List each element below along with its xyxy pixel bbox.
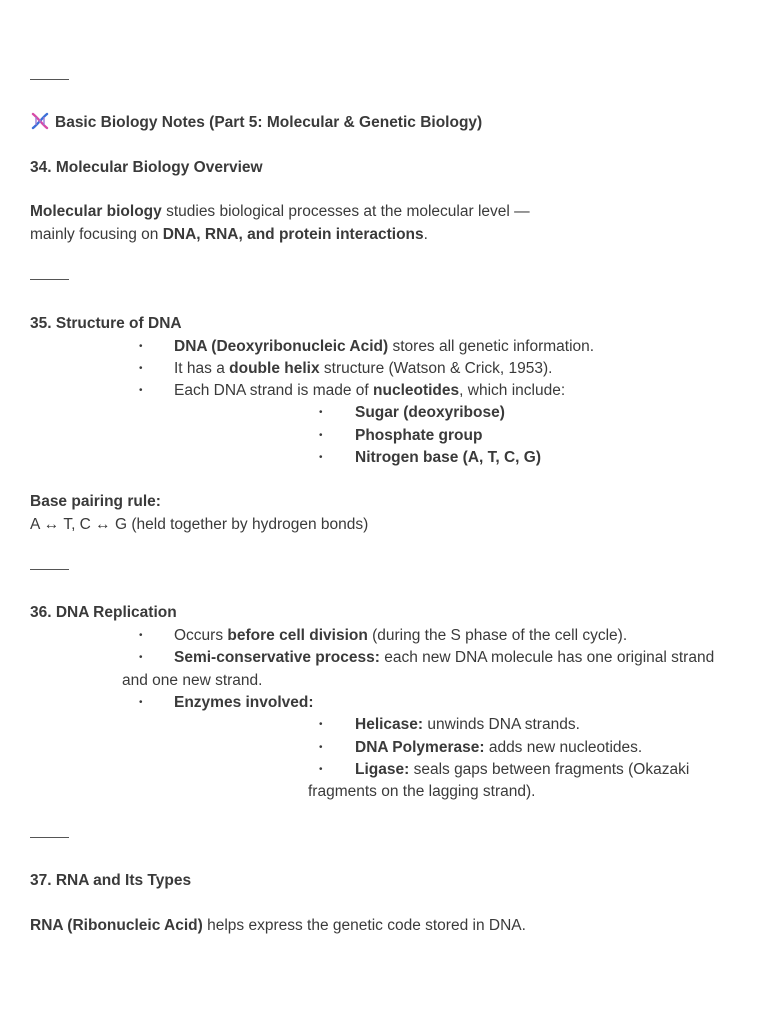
text: each new DNA molecule has one original strand — [379, 649, 715, 666]
text: mainly focusing on — [30, 226, 163, 243]
sub-list-item — [355, 737, 642, 759]
section-37-title: 37. RNA and Its Types — [30, 872, 192, 889]
sub-list-item: Phosphate group — [355, 427, 483, 444]
section-34-paragraph-line-2 — [30, 224, 428, 246]
text: seals gaps between fragments (Okazaki — [409, 761, 690, 778]
bullet-icon: • — [139, 363, 143, 374]
bullet-icon: • — [319, 764, 323, 775]
text: (during the S phase of the cell cycle). — [367, 627, 628, 644]
text: adds new nucleotides. — [484, 739, 643, 756]
bullet-icon: • — [139, 652, 143, 663]
term-rna: RNA (Ribonucleic Acid) — [30, 917, 203, 934]
term-semi-conservative: Semi-conservative process: — [174, 649, 380, 666]
section-34-paragraph-line-1 — [30, 201, 530, 223]
term-nucleotides: nucleotides — [373, 382, 460, 399]
section-35-title: 35. Structure of DNA — [30, 315, 182, 332]
text: studies biological processes at the molecular level — — [161, 203, 530, 220]
list-item — [174, 358, 552, 380]
divider — [30, 837, 69, 838]
section-34-title: 34. Molecular Biology Overview — [30, 159, 263, 176]
list-item-continuation: and one new strand. — [122, 672, 263, 689]
term-double-helix: double helix — [229, 360, 320, 377]
sub-list-item — [355, 759, 689, 781]
list-item — [174, 647, 714, 669]
bullet-icon: • — [319, 430, 323, 441]
divider — [30, 279, 69, 280]
section-37-paragraph — [30, 915, 526, 937]
term-before-cell-division: before cell division — [227, 627, 368, 644]
document-title — [30, 112, 482, 134]
list-item — [174, 625, 627, 647]
text: Each DNA strand is made of — [174, 382, 374, 399]
sub-list-item — [355, 714, 580, 736]
text: helps express the genetic code stored in DNA. — [202, 917, 526, 934]
divider — [30, 569, 69, 570]
divider — [30, 79, 69, 80]
bullet-icon: • — [319, 719, 323, 730]
bullet-icon: • — [319, 407, 323, 418]
term-molecular-biology: Molecular biology — [30, 203, 162, 220]
list-item — [174, 380, 565, 402]
bullet-icon: • — [139, 385, 143, 396]
term-dna-rna-protein: DNA, RNA, and protein interactions — [162, 226, 424, 243]
section-36-title: 36. DNA Replication — [30, 604, 177, 621]
document-title-text: Basic Biology Notes (Part 5: Molecular & Genetic Biology) — [55, 114, 483, 131]
term-dna-polymerase: DNA Polymerase: — [355, 739, 485, 756]
text: , which include: — [459, 382, 566, 399]
bullet-icon: • — [139, 341, 143, 352]
text: . — [423, 226, 428, 243]
dna-icon — [30, 112, 50, 130]
term-helicase: Helicase: — [355, 716, 424, 733]
text: unwinds DNA strands. — [423, 716, 580, 733]
bullet-icon: • — [139, 697, 143, 708]
sub-list-item: Sugar (deoxyribose) — [355, 404, 505, 421]
sub-list-item-continuation: fragments on the lagging strand). — [308, 783, 536, 800]
term-dna: DNA (Deoxyribonucleic Acid) — [174, 338, 389, 355]
text: stores all genetic information. — [388, 338, 595, 355]
bullet-icon: • — [319, 452, 323, 463]
text: Occurs — [174, 627, 228, 644]
base-pairing-label: Base pairing rule: — [30, 493, 161, 510]
list-item: Enzymes involved: — [174, 694, 314, 711]
text: It has a — [174, 360, 230, 377]
base-pairing-text: A ↔ T, C ↔ G (held together by hydrogen bonds) — [30, 516, 369, 533]
term-ligase: Ligase: — [355, 761, 410, 778]
bullet-icon: • — [319, 742, 323, 753]
bullet-icon: • — [139, 630, 143, 641]
text: structure (Watson & Crick, 1953). — [319, 360, 553, 377]
sub-list-item: Nitrogen base (A, T, C, G) — [355, 449, 542, 466]
list-item — [174, 336, 594, 358]
